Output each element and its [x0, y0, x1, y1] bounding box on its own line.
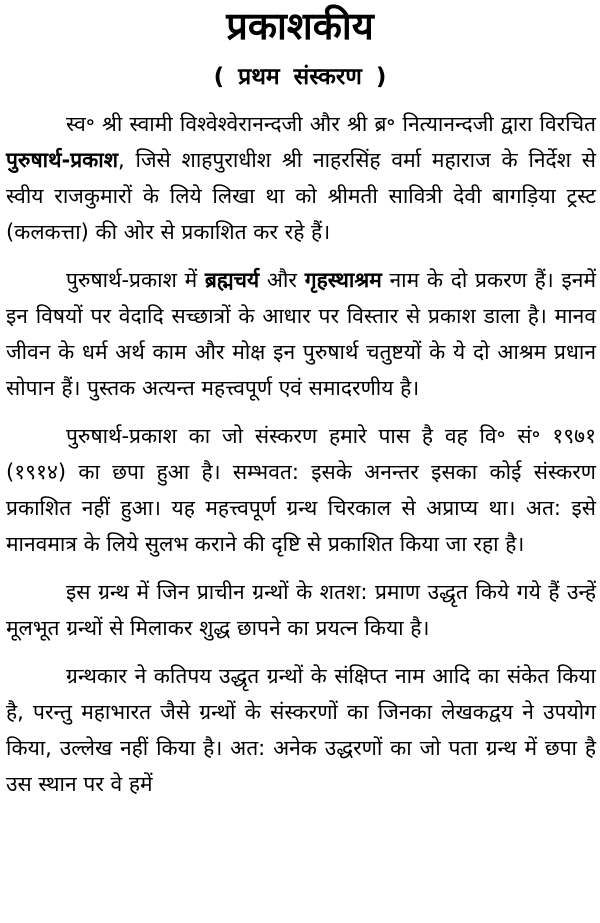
text-run: इस ग्रन्थ में जिन प्राचीन ग्रन्थों के शतश: प्रमाण उद्धृत किये गये हैं उन्हें मूलभूत ग्रन्थों से मिलाकर शुद्ध छापने का प्रयत्न किया है।: [6, 580, 596, 640]
bold-text-run: पुरुषार्थ-प्रकाश: [6, 148, 118, 172]
paragraph: [6, 574, 596, 646]
paragraph: [6, 106, 596, 250]
bold-text-run: ब्रह्मचर्य: [204, 268, 260, 292]
bold-text-run: गृहस्थाश्रम: [304, 268, 382, 292]
body-text: [6, 106, 596, 814]
text-run: स्व॰ श्री स्वामी विश्वेश्वेरानन्दजी और श्री ब्र॰ नित्यानन्दजी द्वारा विरचित: [66, 112, 596, 136]
page-title: प्रकाशकीय: [226, 4, 374, 48]
paragraph: [6, 658, 596, 802]
page-subtitle: ( प्रथम संस्करण ): [213, 64, 387, 90]
text-run: पुरुषार्थ-प्रकाश का जो संस्करण हमारे पास है वह वि॰ सं॰ १९७१ (१९१४) का छपा हुआ है। सम्भवत: इसके अनन्तर इसका कोई संस्करण प्रकाशित नहीं हुआ। यह महत्त्वपूर्ण ग्रन्थ चिरकाल से अप्राप्य था। अत: इसे मानवमात्र के लिये सुलभ कराने की दृष्टि से प्रकाशित किया जा रहा है।: [6, 424, 596, 556]
text-run: ग्रन्थकार ने कतिपय उद्धृत ग्रन्थों के संक्षिप्त नाम आदि का संकेत किया है, परन्तु महाभारत जैसे ग्रन्थों के संस्करणों का जिनका लेखकद्वय ने उपयोग किया, उल्लेख नहीं किया है। अत: अनेक उद्धरणों का जो पता ग्रन्थ में छपा है उस स्थान पर वे हमें: [6, 664, 596, 796]
text-run: और: [259, 268, 305, 292]
text-run: नाम के दो प्रकरण हैं। इनमें इन विषयों पर वेदादि सच्छात्रों के आधार पर विस्तार से प्रकाश डाला है। मानव जीवन के धर्म अर्थ काम और मोक्ष इन पुरुषार्थ चतुष्टयों के ये दो आश्रम प्रधान सोपान हैं। पुस्तक अत्यन्त महत्त्वपूर्ण एवं समादरणीय है।: [6, 268, 596, 400]
text-run: , जिसे शाहपुराधीश श्री नाहरसिंह वर्मा महाराज के निर्देश से स्वीय राजकुमारों के लिये लिखा था को श्रीमती सावित्री देवी बागड़िया ट्रस्ट (कलकत्ता) की ओर से प्रकाशित कर रहे हैं।: [6, 148, 596, 244]
text-run: पुरुषार्थ-प्रकाश में: [66, 268, 205, 292]
paragraph: [6, 262, 596, 406]
paragraph: [6, 418, 596, 562]
